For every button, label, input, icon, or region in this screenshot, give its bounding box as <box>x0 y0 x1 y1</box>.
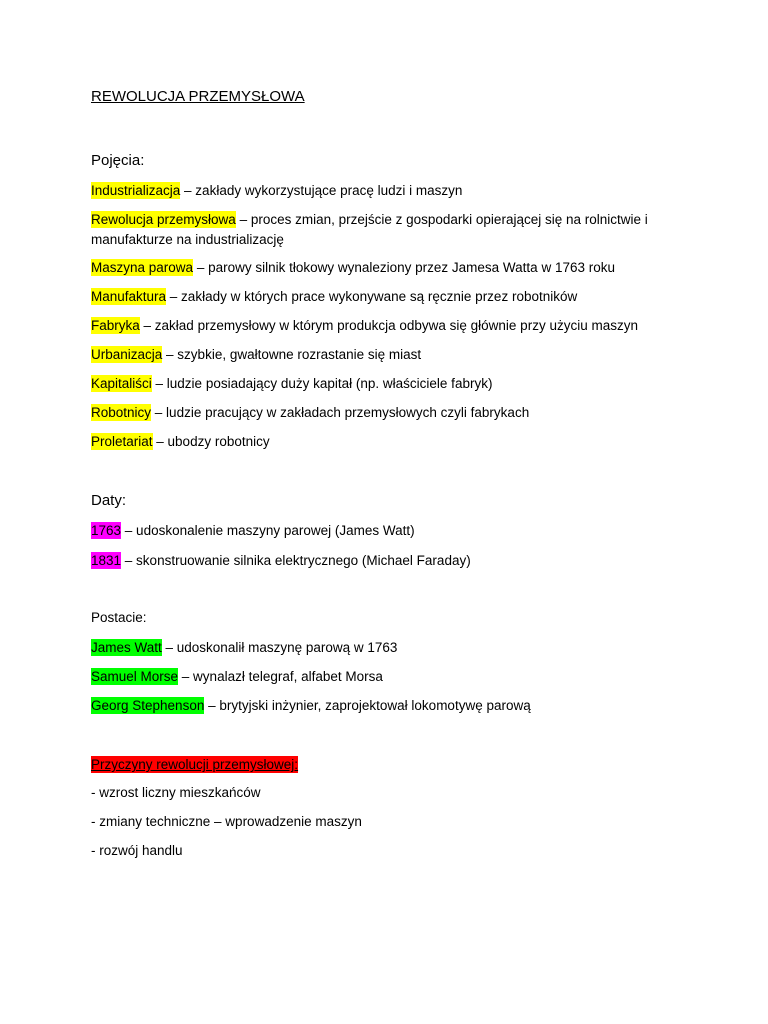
concept-item <box>91 287 691 307</box>
person-desc: – brytyjski inżynier, zaprojektował lokomotywę parową <box>204 698 531 713</box>
concept-item <box>91 210 681 250</box>
person-name: James Watt <box>91 640 162 655</box>
person-desc: – udoskonalił maszynę parową w 1763 <box>161 640 398 655</box>
dates-heading: Daty: <box>91 492 127 509</box>
person-item <box>91 696 691 716</box>
concepts-heading: Pojęcia: <box>91 152 145 169</box>
concept-item <box>91 432 691 452</box>
cause-item: - wzrost liczny mieszkańców <box>91 785 261 800</box>
concept-item <box>91 345 691 365</box>
cause-item: - zmiany techniczne – wprowadzenie maszyn <box>91 814 362 829</box>
concept-term: Robotnicy <box>91 405 152 420</box>
causes-heading-line <box>91 755 691 775</box>
concept-item <box>91 316 691 336</box>
concept-definition: – ludzie pracujący w zakładach przemysłowych czyli fabrykach <box>151 405 530 420</box>
person-item <box>91 638 691 658</box>
concept-term: Rewolucja przemysłowa <box>91 212 236 227</box>
date-year: 1831 <box>91 553 122 568</box>
concept-item <box>91 258 691 278</box>
date-item <box>91 551 691 571</box>
concept-definition: – ludzie posiadający duży kapitał (np. właściciele fabryk) <box>151 376 493 391</box>
causes-heading: Przyczyny rewolucji przemysłowej: <box>91 757 299 772</box>
person-desc: – wynalazł telegraf, alfabet Morsa <box>178 669 383 684</box>
concept-item <box>91 181 691 201</box>
document-title: REWOLUCJA PRZEMYSŁOWA <box>91 88 305 105</box>
cause-item: - rozwój handlu <box>91 843 183 858</box>
date-item <box>91 521 691 541</box>
concept-term: Kapitaliści <box>91 376 152 391</box>
concept-term: Maszyna parowa <box>91 260 194 275</box>
person-name: Georg Stephenson <box>91 698 205 713</box>
concept-term: Industrializacja <box>91 183 181 198</box>
concept-definition: – szybkie, gwałtowne rozrastanie się miast <box>162 347 422 362</box>
concept-definition: – proces zmian, przejście z gospodarki opierającej się na rolnictwie i manufakturze na industrializację <box>91 212 648 247</box>
date-year: 1763 <box>91 523 122 538</box>
date-event: – udoskonalenie maszyny parowej (James Watt) <box>121 523 415 538</box>
concept-item <box>91 403 691 423</box>
concept-definition: – ubodzy robotnicy <box>152 434 270 449</box>
date-event: – skonstruowanie silnika elektrycznego (Michael Faraday) <box>121 553 471 568</box>
people-heading: Postacie: <box>91 610 147 625</box>
concept-definition: – zakład przemysłowy w którym produkcja odbywa się głównie przy użyciu maszyn <box>139 318 638 333</box>
concept-term: Proletariat <box>91 434 153 449</box>
concept-item <box>91 374 691 394</box>
concept-term: Urbanizacja <box>91 347 163 362</box>
person-item <box>91 667 691 687</box>
concept-term: Manufaktura <box>91 289 167 304</box>
concept-term: Fabryka <box>91 318 140 333</box>
concept-definition: – zakłady w których prace wykonywane są ręcznie przez robotników <box>166 289 578 304</box>
person-name: Samuel Morse <box>91 669 179 684</box>
concept-definition: – parowy silnik tłokowy wynaleziony przez Jamesa Watta w 1763 roku <box>193 260 615 275</box>
concept-definition: – zakłady wykorzystujące pracę ludzi i maszyn <box>180 183 463 198</box>
